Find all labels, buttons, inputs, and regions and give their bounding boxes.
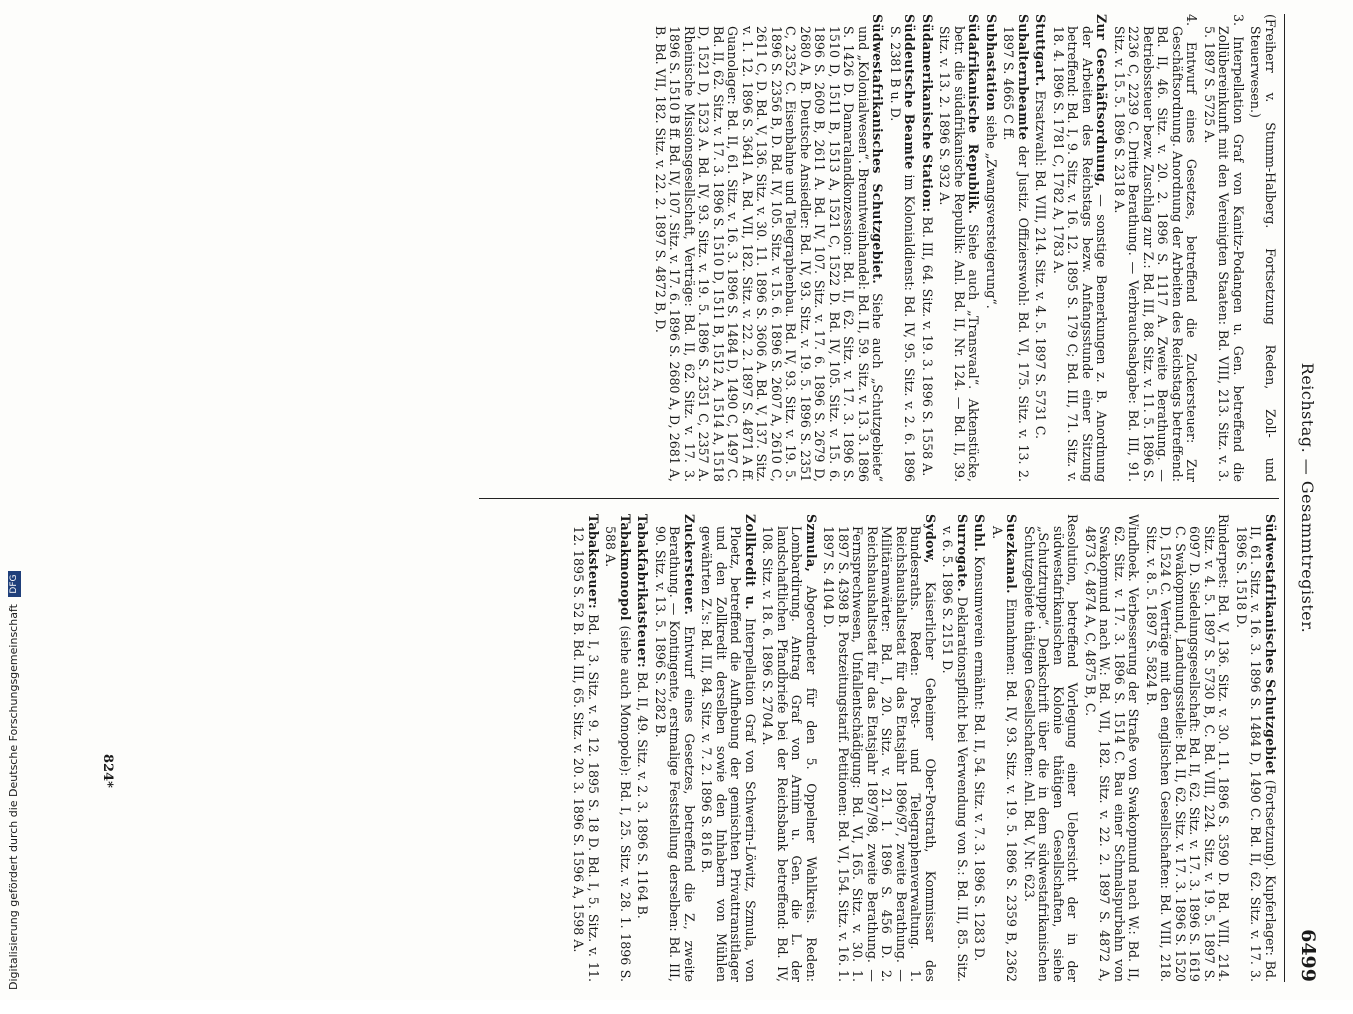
index-entry bbox=[888, 14, 917, 482]
entry-heading: Tabaksteuer: bbox=[586, 514, 601, 609]
entry-heading: Südwestafrikanisches Schutzgebiet. bbox=[870, 14, 886, 285]
entry-heading: Südwestafrikanisches Schutzgebiet bbox=[1263, 514, 1278, 776]
page-header bbox=[1285, 14, 1325, 982]
entry-heading: Subhastation bbox=[984, 14, 999, 112]
entry-text: Abgeordneter für den 5. Oppelner Wahlkreis. Reden: Lombardirung. Antrag Graf von Arnim u. Gen. die L. der landschaftlichen Pfandbriefe bei der Reichsbank betreffend: Bd. IV, 108. Sitz. v. 18. 6. 1896 S. 2704 A. bbox=[760, 526, 819, 982]
entry-text: Deklarationspflicht bei Verwendung von S.: Bd. III, 85. Sitz. v. 6. 5. 1896 S. 2151 D. bbox=[940, 526, 970, 982]
page-number: 6499 bbox=[1297, 929, 1319, 982]
entry-text: Bd. II, 49. Sitz. v. 2. 3. 1896 S. 1164 B. bbox=[635, 671, 651, 919]
index-entry bbox=[1083, 514, 1141, 982]
entry-heading: Süddeutsche Beamte bbox=[902, 14, 918, 170]
index-entry bbox=[635, 514, 650, 982]
index-entry bbox=[653, 514, 697, 982]
footer-signature-number: 824* bbox=[100, 754, 115, 788]
entry-heading: Szmula, bbox=[804, 514, 819, 573]
entry-heading: Zuckersteuer. bbox=[682, 514, 697, 616]
entry-heading: Zur Geschäftsordnung, bbox=[1094, 14, 1110, 187]
digitization-strip bbox=[0, 0, 22, 1000]
entry-text: 3. Interpellation Graf von Kanitz-Podangen u. Gen. betreffend die Zollübereinkunft mit den Vereinigten Staaten: Bd. VIII, 213. Sitz. v. 3. 5. 1897 S. 5725 A. bbox=[1202, 14, 1246, 482]
left-column bbox=[650, 14, 1278, 482]
index-entry bbox=[760, 514, 818, 982]
entry-text: Kaiserlicher Geheimer Ober-Postrath, Kommissar des Bundesraths. Reden: Post- und Telegraphenverwaltung. 1. Reichshaushaltsetat für das Etatsjahr 1896/97, zweite Berathung. — Militäranwärter: Bd. I, 20. Sitz. v. 21. 1. 1896 S. 456 D. 2. Reichshaushaltsetat für das Etatsjahr 1897/98, zweite Berathung. — Fernsprechwesen, Unfallentschädigung: Bd. VI, 165. Sitz. v. 30. 1. 1897 S. 4398 B. Postzeitungstarif. Petitionen: Bd. VI, 154. Sitz. v. 16. 1. 1897 S. 4104 D. bbox=[821, 526, 938, 982]
entry-text: Interpellation Graf von Schwerin-Löwitz, Szmula, von Ploetz, betreffend die Aufhebung der gemischten Privattransitlager und den Zollkredit derselben sowie den Inhabern von Mühlen gewährten Z.'s: Bd. III, 84. Sitz. v. 7. 2. 1896 S. 816 B. bbox=[699, 526, 758, 982]
entry-heading: Südamerikanische Station: bbox=[920, 14, 935, 213]
entry-text: Entwurf eines Gesetzes, betreffend die Z., zweite Berathung. — Kontingente, erstmalige Feststellung derselben: Bd. III, 90. Sitz. v. 13. 5. 1896 S. 2282 B. bbox=[653, 526, 697, 982]
entry-heading: Tabakmonopol bbox=[618, 514, 633, 621]
index-entry bbox=[984, 14, 999, 482]
index-entry bbox=[1234, 514, 1278, 982]
entry-heading: Surrogate. bbox=[955, 514, 970, 593]
entry-text: im Kolonialdienst: Bd. IV, 95. Sitz. v. 2. 6. 1896 S. 2381 B u. D. bbox=[888, 26, 918, 482]
entry-text: Rinderpest: Bd. V, 136. Sitz. v. 30. 11. 1896 S. 3590 D. Bd. VIII, 214. Sitz. v. 4. 5. 1897 S. 5730 B, C. Bd. VIII, 224. Sitz. v. 19. 5. 1897 S. 6097 D. Siedelungsgesellschaft: Bd. II, 62. Sitz. v. 17. 3. 1896 S. 1619 C. Swakopmund, Landungsstelle: Bd. II, 62. Sitz. v. 17. 3. 1896 S. 1520 D, 1524 C. Verträge mit den englischen Gesellschaften: Bd. VIII, 218. Sitz. v. 8. 5. 1897 S. 5824 B. bbox=[1144, 514, 1232, 982]
entry-heading: Sydow, bbox=[923, 514, 938, 564]
right-column bbox=[568, 514, 1277, 982]
digitization-note bbox=[3, 0, 25, 990]
index-entry bbox=[1022, 514, 1080, 982]
entry-text: — sonstige Bemerkungen z. B. Anordnung der Arbeiten des Reichstags bezw. Anfangsstunde einer Sitzung betreffend: Bd. I, 9. Sitz. v. 16. 12. 1895 S. 179 C; Bd. III, 71. Sitz. v. 18. 4. 1896 S. 1781 C, 1782 A, 1783 A. bbox=[1051, 26, 1110, 483]
entry-text: Resolution, betreffend Vorlegung einer Uebersicht der in der südwestafrikanischen Kolonie thätigen Gesellschaften, siehe „Schutztruppe“. Denkschrift über die in dem südwestafrikanischen Schutzgebiete thätigen Gesellschaften: Anl. Bd. V, Nr. 623. bbox=[1022, 514, 1081, 982]
entry-text: Siehe auch „Transvaal“. Aktenstücke, betr. die südafrikanische Republik: Anl. Bd. II, Nr. 124. — Bd. II, 39. Sitz. v. 13. 2. 1896 S. 932 A. bbox=[937, 26, 982, 482]
digitization-text: Digitalisierung gefördert durch die Deutsche Forschungsgemeinschaft bbox=[7, 604, 20, 990]
index-entry bbox=[1202, 14, 1246, 482]
index-entry bbox=[603, 514, 632, 982]
entry-text: (Freiherr v. Stumm-Halberg. Fortsetzung Reden, Zoll- und Steuerwesen.) bbox=[1248, 14, 1278, 482]
index-entry bbox=[1248, 14, 1277, 482]
entry-text: Ersatzwahl: Bd. VIII, 214. Sitz. v. 4. 5. 1897 S. 5731 C. bbox=[1033, 90, 1049, 439]
index-entry bbox=[1144, 514, 1231, 982]
index-entry bbox=[821, 514, 937, 982]
entry-text: (Fortsetzung). Kupferlager: Bd. II, 61. Sitz. v. 16. 3. 1896 S. 1484 D, 1490 C. Bd. II, 62. Sitz. v. 17. 3. 1896 S. 1518 D. bbox=[1234, 526, 1278, 982]
entry-text: Siehe auch „Schutzgebiete“ und „Kolonialwesen“. Brenntweinhandel: Bd. II, 59. Sitz. v. 13. 3. 1896 S. 1426 D. Damaralandkonzession: Bd. II, 62. Sitz. v. 17. 3. 1896 S. 1510 D, 1511 B, 1513 A, 1521 C, 1522 D. Bd. IV, 105. Sitz. v. 15. 6. 1896 S. 2609 B, 2611 A. Bd. IV, 107. Sitz. v. 17. 6. 1896 S. 2679 D, 2680 A, B. Deutsche Ansiedler: Bd. IV, 93. Sitz. v. 19. 5. 1896 S. 2351 C, 2352 C. Eisenbahne und Telegraphenbau. Bd. IV, 93. Sitz. v. 19. 5. 1896 S. 2356 B, D. Bd. IV, 105. Sitz. v. 15. 6. 1896 S. 2607 A, 2610 C, 2611 C, D. Bd. V, 136. Sitz. v. 30. 11. 1896 S. 3606 A. Bd. V, 137. Sitz. v. 1. 12. 1896 S. 3641 A. Bd. VII, 182. Sitz. v. 22. 2. 1897 S. 4871 A ff. Guanolager: Bd. II, 61. Sitz. v. 16. 3. 1896 S. 1484 D, 1490 C, 1497 C. Bd. II, 62. Sitz. v. 17. 3. 1896 S. 1510 D, 1511 B, 1512 A, 1514 A, 1518 D, 1521 D, 1523 A. Bd. IV, 93. Sitz. v. 19. 5. 1896 S. 2351 C, 2357 A. Rheinische Missionsgesellschaft, Verträge: Bd. II, 62. Sitz. v. 17. 3. 1896 S. 1510 B ff. Bd. IV, 107. Sitz. v. 17. 6. 1896 S. 2680 A, D, 2681 A, B. Bd. VII, 182. Sitz. v. 22. 2. 1897 S. 4872 B, D. bbox=[653, 26, 886, 482]
entry-text: der Justiz. Offizierswohl: Bd. VI, 175. Sitz. v. 13. 2. 1897 S. 4665 C ff. bbox=[1001, 26, 1031, 482]
index-entry bbox=[1051, 14, 1109, 482]
entry-text: 4. Entwurf eines Gesetzes, betreffend die Zuckersteuer: Zur Geschäftsordnung. Anordnung der Arbeiten des Reichstags betreffend: Bd. II, 46. Sitz. v. 20. 2. 1896 S. 1117 A. Zweite Berathung. — Betriebssteuer bezw. Zuschlag zur Z.: Bd. III, 88. Sitz. v. 11. 5. 1896 S. 2236 C, 2239 C. Dritte Berathung. — Verbrauchsabgabe: Bd. III, 91. Sitz. v. 15. 5. 1896 S. 2318 A. bbox=[1112, 14, 1200, 482]
entry-heading: Suezkanal. bbox=[1004, 514, 1020, 594]
entry-heading: Subalternbeamte bbox=[1016, 14, 1031, 141]
entry-heading: Tabakfabrikatsteuer: bbox=[635, 514, 651, 668]
entry-text: Einnahmen: Bd. IV, 93. Sitz. v. 19. 5. 1896 S. 2359 B, 2362 A. bbox=[990, 526, 1020, 982]
running-title: Reichstag. — Gesammtregister. bbox=[1298, 362, 1317, 634]
index-entry bbox=[571, 514, 600, 982]
entry-heading: Südafrikanische Republik. bbox=[966, 14, 982, 215]
index-entry bbox=[1033, 14, 1048, 482]
entry-heading: Stuttgart. bbox=[1033, 14, 1049, 87]
entry-text: Bd. I, 3. Sitz. v. 9. 12. 1895 S. 18 D. Bd. I, 5. Sitz. v. 11. 12. 1895 S. 52 B. Bd. III, 65. Sitz. v. 20. 3. 1896 S. 1596 A, 1598 A. bbox=[571, 526, 601, 982]
column-divider bbox=[479, 498, 1279, 499]
index-entry bbox=[653, 14, 885, 482]
entry-text: Konsumverein ermähnt: Bd. II, 54. Sitz. v. 7. 3. 1896 S. 1283 D. bbox=[972, 556, 988, 962]
entry-heading: Zollkredit u. bbox=[743, 514, 758, 610]
entry-heading: Suhl. bbox=[972, 514, 988, 553]
index-entry bbox=[1001, 14, 1030, 482]
header-rule bbox=[1284, 14, 1285, 982]
entry-text: siehe „Zwangsversteigerung“. bbox=[984, 115, 999, 309]
rotated-page-content bbox=[85, 14, 1325, 1014]
index-entry bbox=[972, 514, 987, 982]
index-entry bbox=[920, 14, 935, 482]
index-entry bbox=[940, 514, 969, 982]
index-entry bbox=[699, 514, 757, 982]
index-entry bbox=[1112, 14, 1199, 482]
entry-text: Windhoek. Verbesserung der Straße von Swakopmund nach W.: Bd. II, 62. Sitz. v. 17. 3. 1896 S. 1514 C. Bau einer Schmalspurbahn von Swakopmund nach W.: Bd. VII, 182. Sitz. v. 22. 2. 1897 S. 4872 A, 4873 C, 4874 A, C, 4875 B, C. bbox=[1083, 514, 1142, 982]
entry-text: (siehe auch Monopole): Bd. I, 25. Sitz. v. 28. 1. 1896 S. 588 A. bbox=[603, 526, 633, 982]
dfg-logo: DFG bbox=[8, 571, 21, 596]
entry-text: Bd. III, 64. Sitz. v. 19. 3. 1896 S. 1558 A. bbox=[920, 216, 935, 477]
index-entry bbox=[937, 14, 981, 482]
index-entry bbox=[990, 514, 1019, 982]
